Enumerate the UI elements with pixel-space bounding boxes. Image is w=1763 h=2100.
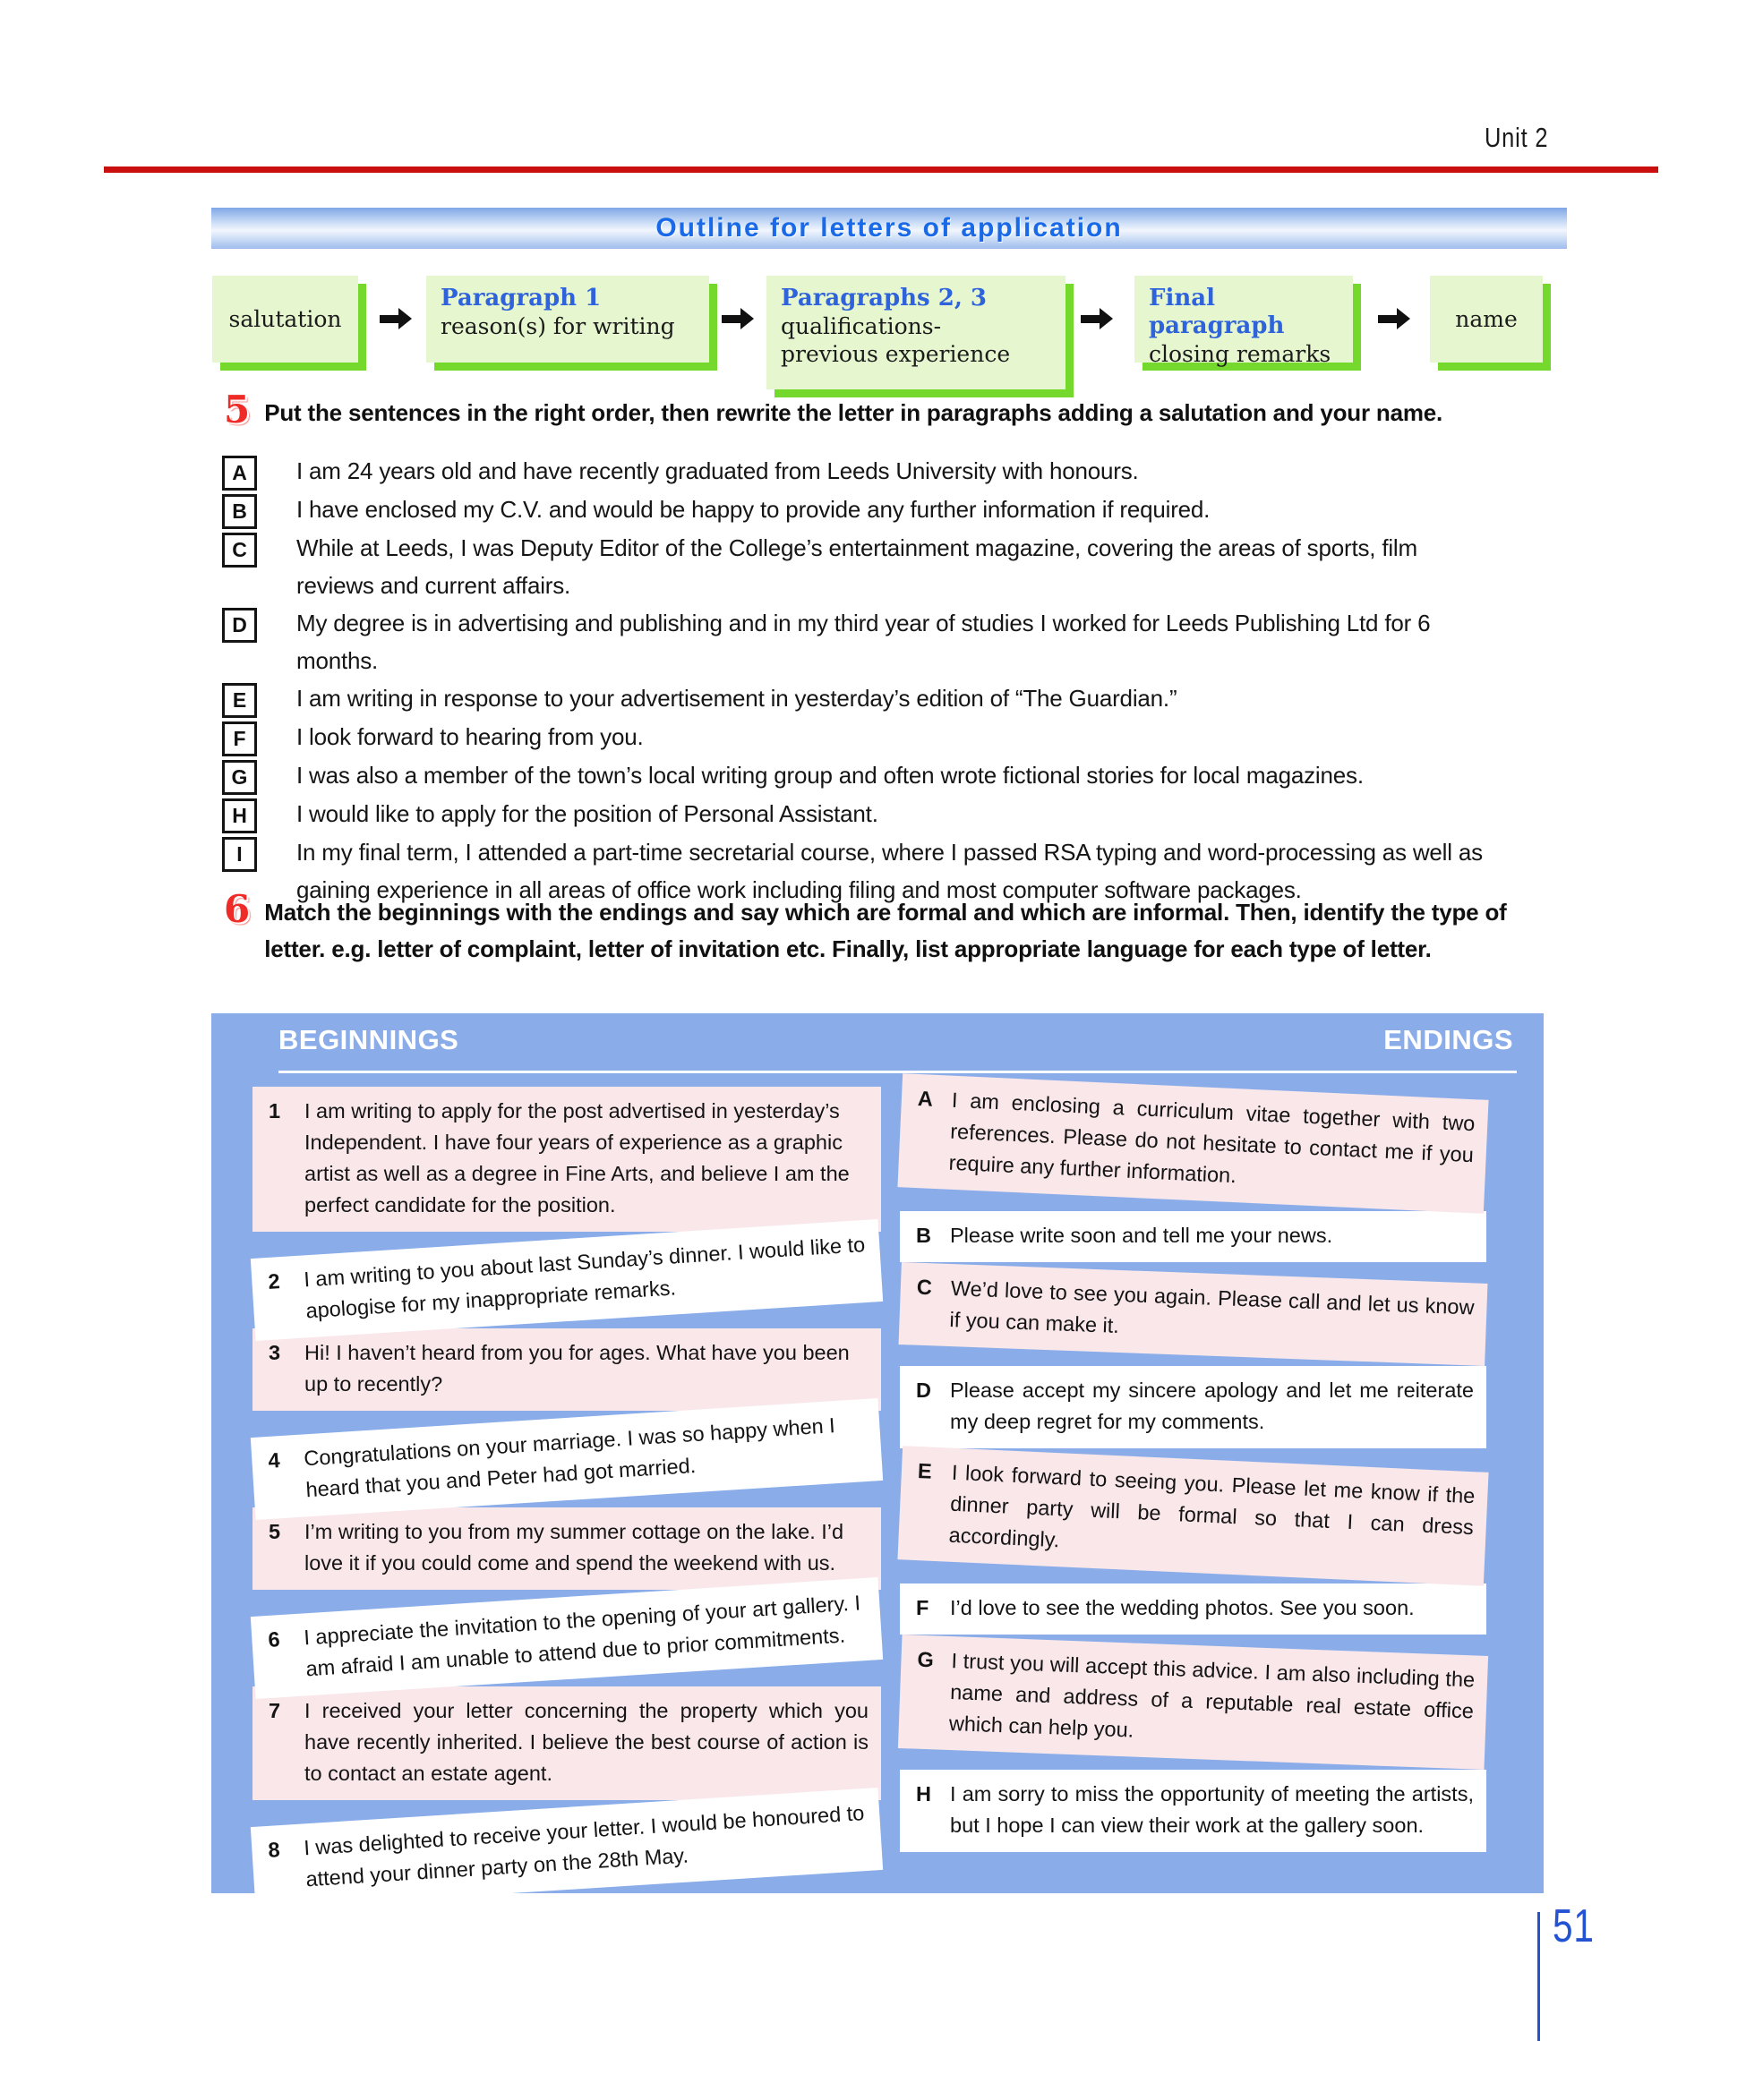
- item-text: We’d love to see you again. Please call and let us know if you can make it.: [949, 1276, 1475, 1337]
- item-letter: G: [917, 1647, 935, 1672]
- exercise-6-number: 6: [224, 887, 251, 931]
- item-text: Hi! I haven’t heard from you for ages. What have you been up to recently?: [304, 1341, 850, 1396]
- exercise-5-instruction: Put the sentences in the right order, then rewrite the letter in paragraphs adding a salutation and your name.: [264, 399, 1443, 426]
- item-text: I look forward to seeing you. Please let me know if the dinner party will be formal so that I can dress accordingly.: [948, 1460, 1476, 1552]
- flow-box-label: name: [1455, 306, 1518, 332]
- letter-box: D: [222, 608, 257, 643]
- page-number-rule: [1537, 1912, 1540, 2041]
- item-text: I am writing to apply for the post advertised in yesterday’s Independent. I have four years of experience as a graphic artist as well as a degree in Fine Arts, and believe I am the perfect candidate for the position.: [304, 1099, 850, 1216]
- item-letter: D: [916, 1379, 931, 1402]
- list-item: [222, 605, 1674, 679]
- page-number: 51: [1553, 1900, 1595, 1952]
- item-text: I received your letter concerning the property which you have recently inherited. I believe the best course of action is to contact an estate agent.: [304, 1699, 869, 1785]
- sentence-list: [222, 453, 1674, 909]
- flow-box-name: [1430, 276, 1543, 363]
- exercise-5-number: 5: [224, 388, 251, 431]
- beginning-strip-2: [251, 1219, 883, 1341]
- exercise-6-instruction: Match the beginnings with the endings and say which are formal and which are informal. Then, identify the type of letter. e.g. letter of complaint, letter of invitation etc. Finally, list appropriate language for each type of letter.: [264, 899, 1507, 962]
- item-number: 2: [267, 1269, 281, 1293]
- sentence-text: I have enclosed my C.V. and would be happy to provide any further information if required.: [296, 496, 1211, 523]
- item-letter: A: [917, 1087, 934, 1111]
- item-letter: B: [916, 1224, 931, 1247]
- list-item: [222, 491, 1674, 529]
- arrow-right-icon: [380, 308, 412, 329]
- flow-box-heading: Final paragraph: [1149, 285, 1285, 339]
- letter-box: E: [222, 683, 257, 718]
- ending-strip-h: [900, 1770, 1486, 1852]
- arrow-right-icon: [1081, 308, 1113, 329]
- item-text: I’d love to see the wedding photos. See you soon.: [950, 1596, 1415, 1619]
- beginning-strip-3: [252, 1328, 881, 1411]
- flow-box-salutation: [212, 276, 358, 363]
- item-letter: C: [916, 1275, 933, 1300]
- item-text: I appreciate the invitation to the opening of your art gallery. I am afraid I am unable to attend due to prior commitments.: [303, 1591, 861, 1681]
- flow-box-label: previous experience: [781, 341, 1011, 367]
- item-text: I am writing to you about last Sunday’s dinner. I would like to apologise for my inappropriate remarks.: [303, 1233, 866, 1323]
- item-text: I was delighted to receive your letter. I would be honoured to attend your dinner party on the 28th May.: [303, 1801, 866, 1891]
- beginning-strip-5: [252, 1507, 881, 1590]
- list-item: [222, 719, 1674, 756]
- list-item: [222, 796, 1674, 833]
- exercise-5: [224, 388, 1674, 909]
- letter-box: C: [222, 533, 257, 568]
- beginning-strip-7: [252, 1686, 881, 1800]
- list-item: [222, 680, 1674, 718]
- item-letter: H: [916, 1782, 931, 1805]
- ending-strip-c: [899, 1262, 1488, 1366]
- sentence-text: In my final term, I attended a part-time secretarial course, where I passed RSA typing and word-processing as well as gaining experience in all areas of office work including filing and most computer software packages.: [296, 839, 1483, 903]
- beginnings-heading: BEGINNINGS: [278, 1024, 459, 1055]
- flow-box-label: closing remarks: [1149, 341, 1331, 367]
- item-text: Congratulations on your marriage. I was so happy when I heard that you and Peter had got married.: [303, 1413, 836, 1502]
- sentence-text: My degree is in advertising and publishing and in my third year of studies I worked for Leeds Publishing Ltd for 6 months.: [296, 610, 1431, 674]
- item-text: I am enclosing a curriculum vitae together with two references. Please do not hesitate to contact me if you require any further information.: [948, 1088, 1476, 1188]
- exercise-6: [224, 887, 1674, 968]
- endings-heading: ENDINGS: [1383, 1024, 1513, 1055]
- item-text: Please accept my sincere apology and let me reiterate my deep regret for my comments.: [950, 1379, 1474, 1433]
- sentence-text: I would like to apply for the position of Personal Assistant.: [296, 800, 878, 827]
- letter-box: F: [222, 721, 257, 756]
- ending-strip-g: [898, 1635, 1488, 1770]
- item-letter: E: [917, 1459, 933, 1483]
- item-letter: F: [916, 1596, 929, 1619]
- flow-box-heading: Paragraphs 2, 3: [781, 285, 988, 312]
- item-text: I am sorry to miss the opportunity of meeting the artists, but I hope I can view their work at the gallery soon.: [950, 1782, 1474, 1837]
- beginning-strip-4: [251, 1398, 883, 1520]
- beginnings-column: [252, 1087, 881, 1890]
- ending-strip-f: [900, 1584, 1486, 1635]
- letter-box: A: [222, 456, 257, 491]
- item-number: 6: [267, 1627, 281, 1652]
- item-number: 7: [269, 1699, 281, 1722]
- unit-header: Unit 2: [1485, 122, 1549, 153]
- sentence-text: I was also a member of the town’s local writing group and often wrote fictional stories for local magazines.: [296, 762, 1364, 789]
- flow-box-paragraph-1: [426, 276, 709, 363]
- item-number: 1: [269, 1099, 281, 1123]
- beginning-strip-6: [251, 1577, 883, 1699]
- flow-box-label: reason(s) for writing: [441, 313, 675, 339]
- item-text: I’m writing to you from my summer cottage on the lake. I’d love it if you could come and spend the weekend with us.: [304, 1520, 844, 1575]
- sentence-text: I am 24 years old and have recently graduated from Leeds University with honours.: [296, 457, 1139, 484]
- panel-divider: [278, 1071, 1517, 1073]
- endings-column: [900, 1087, 1486, 1890]
- ending-strip-d: [900, 1366, 1486, 1448]
- letter-box: I: [222, 837, 257, 872]
- sentence-text: I look forward to hearing from you.: [296, 723, 644, 750]
- item-text: I trust you will accept this advice. I am also including the name and address of a reputable real estate office which can help you.: [948, 1649, 1476, 1742]
- arrow-right-icon: [722, 308, 754, 329]
- letter-box: H: [222, 798, 257, 833]
- ending-strip-b: [900, 1211, 1486, 1262]
- letter-box: B: [222, 494, 257, 529]
- ending-strip-a: [897, 1073, 1488, 1214]
- flow-box-heading: Paragraph 1: [441, 285, 602, 312]
- beginning-strip-1: [252, 1087, 881, 1232]
- arrow-right-icon: [1378, 308, 1410, 329]
- flow-box-final-paragraph: [1134, 276, 1353, 367]
- header-rule: [104, 166, 1658, 173]
- item-number: 8: [267, 1838, 281, 1862]
- matching-panel: [211, 1013, 1544, 1893]
- item-text: Please write soon and tell me your news.: [950, 1224, 1333, 1247]
- flow-box-label: salutation: [228, 306, 342, 332]
- page-title: Outline for letters of application: [655, 213, 1123, 243]
- beginning-strip-8: [251, 1788, 883, 1893]
- item-number: 5: [269, 1520, 281, 1543]
- list-item: [222, 530, 1674, 604]
- item-number: 4: [267, 1448, 281, 1473]
- list-item: [222, 757, 1674, 795]
- ending-strip-e: [897, 1446, 1488, 1586]
- sentence-text: While at Leeds, I was Deputy Editor of the College’s entertainment magazine, covering the areas of sports, film reviews and current affairs.: [296, 534, 1417, 599]
- flow-box-label: qualifications-: [781, 313, 942, 339]
- letter-box: G: [222, 760, 257, 795]
- section-title-bar: [211, 208, 1567, 249]
- sentence-text: I am writing in response to your advertisement in yesterday’s edition of “The Guardian.”: [296, 685, 1177, 712]
- flow-box-paragraphs-2-3: [766, 276, 1066, 389]
- item-number: 3: [269, 1341, 281, 1364]
- list-item: [222, 453, 1674, 491]
